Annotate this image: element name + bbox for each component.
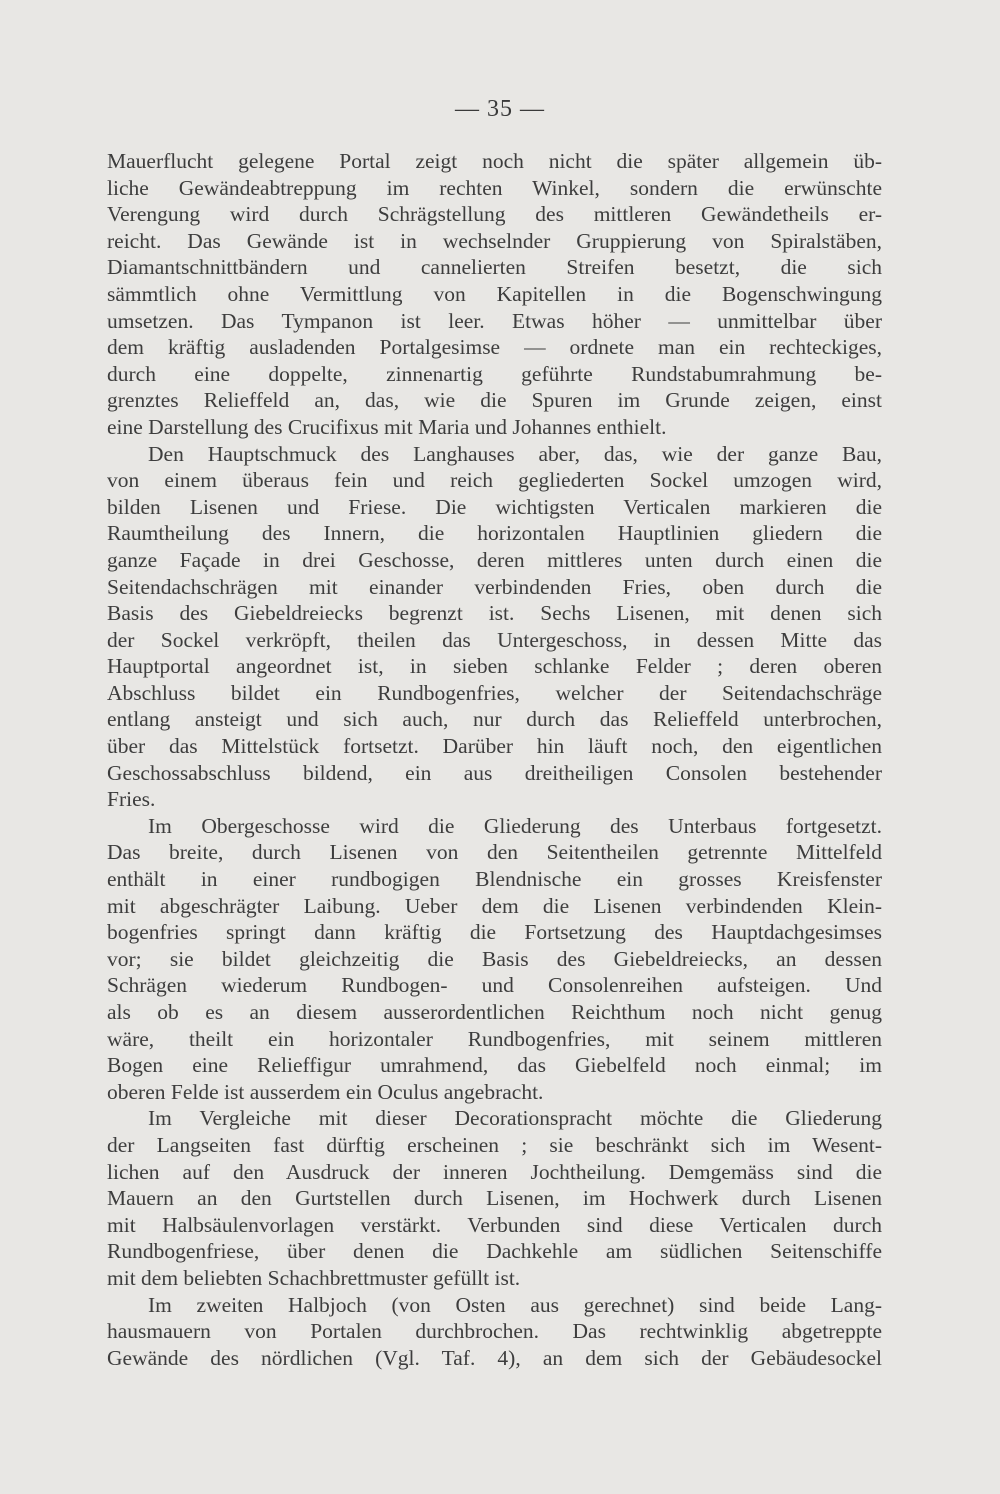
text-line: Im Vergleiche mit dieser Decorationspracht möchte die Gliederung <box>148 1106 882 1131</box>
text-line: Raumtheilung des Innern, die horizontalen Hauptlinien gliedern die <box>107 521 882 546</box>
text-line: Mauerflucht gelegene Portal zeigt noch nicht die später allgemein üb- <box>107 149 882 173</box>
text-line: Bogen eine Relieffigur umrahmend, das Giebelfeld noch einmal; im <box>107 1053 882 1078</box>
text-line: oberen Felde ist ausserdem ein Oculus angebracht. <box>107 1079 544 1104</box>
text-line: enthält in einer rundbogigen Blendnische ein grosses Kreisfenster <box>107 867 882 892</box>
text-line: lichen auf den Ausdruck der inneren Jochtheilung. Demgemäss sind die <box>107 1159 882 1184</box>
text-line: von einem überaus fein und reich gegliederten Sockel umzogen wird, <box>107 468 882 493</box>
text-line: ganze Façade in drei Geschosse, deren mittleres unten durch einen die <box>107 547 882 572</box>
text-line: hausmauern von Portalen durchbrochen. Das rechtwinklig abgetreppte <box>107 1319 882 1344</box>
text-line: bilden Lisenen und Friese. Die wichtigsten Verticalen markieren die <box>107 494 882 519</box>
text-line: Abschluss bildet ein Rundbogenfries, welcher der Seitendachschräge <box>107 680 882 705</box>
text-line: Rundbogenfriese, über denen die Dachkehle am südlichen Seitenschiffe <box>107 1239 882 1264</box>
text-line: als ob es an diesem ausserordentlichen Reichthum noch nicht genug <box>107 1000 882 1024</box>
text-line: Mauern an den Gurtstellen durch Lisenen, im Hochwerk durch Lisenen <box>107 1186 882 1211</box>
text-line: Im Obergeschosse wird die Gliederung des Unterbaus fortgesetzt. <box>148 813 882 838</box>
text-line: wäre, theilt ein horizontaler Rundbogenfries, mit seinem mittleren <box>107 1026 882 1051</box>
text-line: reicht. Das Gewände ist in wechselnder Gruppierung von Spiralstäben, <box>107 228 882 253</box>
text-line: der Langseiten fast dürftig erscheinen ; sie beschränkt sich im Wesent- <box>107 1132 882 1157</box>
text-line: über das Mittelstück fortsetzt. Darüber hin läuft noch, den eigentlichen <box>107 734 882 759</box>
text-line: entlang ansteigt und sich auch, nur durch das Relieffeld unterbrochen, <box>107 707 882 732</box>
text-line: sämmtlich ohne Vermittlung von Kapitellen in die Bogenschwingung <box>107 281 882 306</box>
text-line: liche Gewändeabtreppung im rechten Winkel, sondern die erwünschte <box>107 175 882 200</box>
text-line: Diamantschnittbändern und cannelierten Streifen besetzt, die sich <box>107 255 882 280</box>
text-line: eine Darstellung des Crucifixus mit Maria und Johannes enthielt. <box>107 414 667 439</box>
text-line: mit abgeschrägter Laibung. Ueber dem die Lisenen verbindenden Klein- <box>107 893 882 918</box>
text-line: Fries. <box>107 787 156 812</box>
text-line: bogenfries springt dann kräftig die Fortsetzung des Hauptdachgesimses <box>107 920 882 945</box>
text-line: umsetzen. Das Tympanon ist leer. Etwas höher — unmittelbar über <box>107 308 882 333</box>
text-line: Das breite, durch Lisenen von den Seitentheilen getrennte Mittelfeld <box>107 840 882 865</box>
text-line: vor; sie bildet gleichzeitig die Basis des Giebeldreiecks, an dessen <box>107 946 882 971</box>
text-line: Geschossabschluss bildend, ein aus dreitheiligen Consolen bestehender <box>107 760 882 785</box>
text-line: der Sockel verkröpft, theilen das Untergeschoss, in dessen Mitte das <box>107 627 882 652</box>
text-line: Verengung wird durch Schrägstellung des mittleren Gewändetheils er- <box>107 202 882 227</box>
text-line: Hauptportal angeordnet ist, in sieben schlanke Felder ; deren oberen <box>107 654 882 679</box>
text-line: Den Hauptschmuck des Langhauses aber, das, wie der ganze Bau, <box>148 441 882 466</box>
text-line: Gewände des nördlichen (Vgl. Taf. 4), an dem sich der Gebäudesockel <box>107 1345 882 1370</box>
text-line: grenztes Relieffeld an, das, wie die Spuren im Grunde zeigen, einst <box>107 388 882 413</box>
text-line: Basis des Giebeldreiecks begrenzt ist. Sechs Lisenen, mit denen sich <box>107 601 882 626</box>
text-line: dem kräftig ausladenden Portalgesimse — ordnete man ein rechteckiges, <box>107 335 882 360</box>
body-text <box>107 148 882 1371</box>
page-number: — 35 — <box>455 96 545 122</box>
text-line: mit dem beliebten Schachbrettmuster gefüllt ist. <box>107 1265 521 1290</box>
text-line: durch eine doppelte, zinnenartig geführte Rundstabumrahmung be- <box>107 361 882 386</box>
text-line: Schrägen wiederum Rundbogen- und Consolenreihen aufsteigen. Und <box>107 973 882 998</box>
text-line: Seitendachschrägen mit einander verbindenden Fries, oben durch die <box>107 574 882 599</box>
text-line: Im zweiten Halbjoch (von Osten aus gerechnet) sind beide Lang- <box>148 1292 882 1317</box>
text-line: mit Halbsäulenvorlagen verstärkt. Verbunden sind diese Verticalen durch <box>107 1212 882 1237</box>
